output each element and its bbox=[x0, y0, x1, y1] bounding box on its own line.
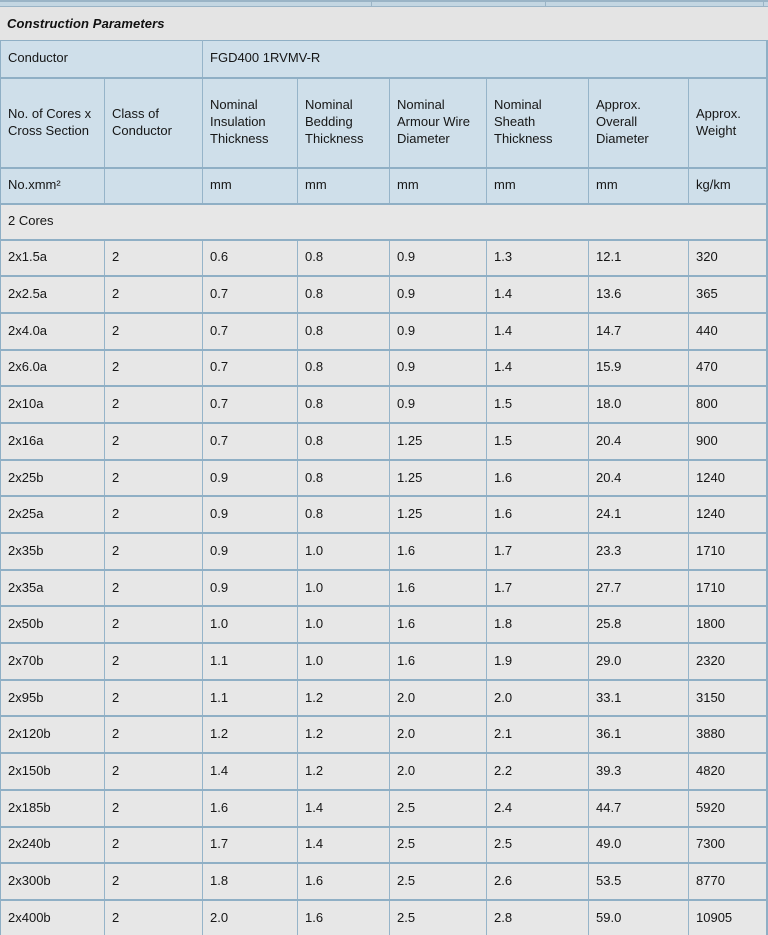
table-row bbox=[1, 386, 767, 423]
cell-size-code: 2x1.5a bbox=[1, 240, 105, 277]
unit-label: kg/km bbox=[689, 168, 767, 204]
cell-value: 25.8 bbox=[589, 606, 689, 643]
table-row bbox=[1, 460, 767, 497]
table-row bbox=[1, 680, 767, 717]
cell-value: 1.4 bbox=[298, 790, 390, 827]
unit-label: No.xmm² bbox=[1, 168, 105, 204]
cell-value: 15.9 bbox=[589, 350, 689, 387]
cell-value: 0.9 bbox=[203, 496, 298, 533]
cell-value: 5920 bbox=[689, 790, 767, 827]
cell-value: 1.6 bbox=[203, 790, 298, 827]
units-row bbox=[1, 168, 767, 204]
cell-value: 1.8 bbox=[203, 863, 298, 900]
section-row bbox=[1, 204, 767, 240]
table-row bbox=[1, 570, 767, 607]
cell-value: 1.0 bbox=[298, 533, 390, 570]
cell-value: 2.1 bbox=[487, 716, 589, 753]
cell-value: 1.0 bbox=[298, 643, 390, 680]
cell-value: 1.6 bbox=[390, 643, 487, 680]
cell-value: 1.9 bbox=[487, 643, 589, 680]
remnant-column-divider bbox=[545, 2, 546, 6]
cell-value: 1.1 bbox=[203, 643, 298, 680]
cell-value: 0.7 bbox=[203, 386, 298, 423]
cell-value: 1.0 bbox=[298, 606, 390, 643]
cell-value: 2.5 bbox=[390, 863, 487, 900]
cell-value: 1.6 bbox=[487, 496, 589, 533]
cell-value: 1.3 bbox=[487, 240, 589, 277]
unit-label: mm bbox=[203, 168, 298, 204]
cell-value: 1800 bbox=[689, 606, 767, 643]
cell-value: 53.5 bbox=[589, 863, 689, 900]
cell-value: 1710 bbox=[689, 533, 767, 570]
cell-value: 8770 bbox=[689, 863, 767, 900]
cell-value: 2.5 bbox=[390, 900, 487, 935]
cell-value: 2 bbox=[105, 276, 203, 313]
cell-value: 2.0 bbox=[390, 680, 487, 717]
cell-value: 33.1 bbox=[589, 680, 689, 717]
table-row bbox=[1, 276, 767, 313]
cell-value: 1.4 bbox=[487, 313, 589, 350]
cell-value: 0.9 bbox=[390, 240, 487, 277]
cell-value: 2.5 bbox=[487, 827, 589, 864]
cell-value: 1.5 bbox=[487, 386, 589, 423]
cell-value: 1.25 bbox=[390, 460, 487, 497]
column-header: Nominal Armour Wire Diameter bbox=[390, 78, 487, 168]
table-row bbox=[1, 643, 767, 680]
cell-value: 470 bbox=[689, 350, 767, 387]
cell-size-code: 2x10a bbox=[1, 386, 105, 423]
cell-value: 0.9 bbox=[390, 350, 487, 387]
table-row bbox=[1, 313, 767, 350]
cell-value: 7300 bbox=[689, 827, 767, 864]
cell-value: 0.8 bbox=[298, 423, 390, 460]
cell-value: 0.8 bbox=[298, 386, 390, 423]
cell-value: 1240 bbox=[689, 460, 767, 497]
cell-size-code: 2x50b bbox=[1, 606, 105, 643]
cell-value: 49.0 bbox=[589, 827, 689, 864]
cell-value: 2 bbox=[105, 827, 203, 864]
cell-value: 1.6 bbox=[390, 606, 487, 643]
cell-value: 2 bbox=[105, 460, 203, 497]
table-row bbox=[1, 533, 767, 570]
cell-size-code: 2x120b bbox=[1, 716, 105, 753]
cell-value: 2.0 bbox=[487, 680, 589, 717]
cell-value: 1.6 bbox=[487, 460, 589, 497]
cell-value: 1.4 bbox=[487, 276, 589, 313]
cell-value: 2 bbox=[105, 900, 203, 935]
cell-value: 23.3 bbox=[589, 533, 689, 570]
cell-value: 0.7 bbox=[203, 350, 298, 387]
cell-value: 2.6 bbox=[487, 863, 589, 900]
cell-size-code: 2x95b bbox=[1, 680, 105, 717]
cell-value: 36.1 bbox=[589, 716, 689, 753]
cell-value: 59.0 bbox=[589, 900, 689, 935]
cell-value: 1.2 bbox=[298, 680, 390, 717]
cell-size-code: 2x35a bbox=[1, 570, 105, 607]
cell-value: 0.8 bbox=[298, 276, 390, 313]
construction-parameters-table bbox=[0, 40, 768, 935]
cell-value: 2320 bbox=[689, 643, 767, 680]
cell-value: 2 bbox=[105, 680, 203, 717]
cell-value: 1.25 bbox=[390, 496, 487, 533]
cell-value: 1.7 bbox=[487, 570, 589, 607]
remnant-column-divider bbox=[371, 2, 372, 6]
cell-value: 10905 bbox=[689, 900, 767, 935]
cell-value: 1.0 bbox=[203, 606, 298, 643]
cell-size-code: 2x2.5a bbox=[1, 276, 105, 313]
cell-value: 2.2 bbox=[487, 753, 589, 790]
conductor-label: Conductor bbox=[1, 41, 203, 78]
column-header-row bbox=[1, 78, 767, 168]
conductor-row bbox=[1, 41, 767, 78]
cell-value: 1.2 bbox=[203, 716, 298, 753]
cell-size-code: 2x25b bbox=[1, 460, 105, 497]
cell-value: 2.4 bbox=[487, 790, 589, 827]
cell-value: 0.9 bbox=[203, 460, 298, 497]
column-header: Nominal Bedding Thickness bbox=[298, 78, 390, 168]
table-row bbox=[1, 790, 767, 827]
cell-value: 2 bbox=[105, 496, 203, 533]
table-row bbox=[1, 900, 767, 935]
column-header: Nominal Sheath Thickness bbox=[487, 78, 589, 168]
column-header: Class of Conductor bbox=[105, 78, 203, 168]
cell-value: 0.9 bbox=[390, 386, 487, 423]
table-row bbox=[1, 350, 767, 387]
cell-value: 1240 bbox=[689, 496, 767, 533]
unit-label bbox=[105, 168, 203, 204]
table-row bbox=[1, 240, 767, 277]
cell-size-code: 2x400b bbox=[1, 900, 105, 935]
unit-label: mm bbox=[298, 168, 390, 204]
cell-value: 1.1 bbox=[203, 680, 298, 717]
unit-label: mm bbox=[487, 168, 589, 204]
cell-value: 1.6 bbox=[390, 533, 487, 570]
cell-value: 2.8 bbox=[487, 900, 589, 935]
cell-value: 365 bbox=[689, 276, 767, 313]
column-header: Nominal Insulation Thickness bbox=[203, 78, 298, 168]
cell-value: 0.8 bbox=[298, 350, 390, 387]
section-label: 2 Cores bbox=[1, 204, 767, 240]
cell-value: 2 bbox=[105, 753, 203, 790]
cell-value: 2 bbox=[105, 313, 203, 350]
cell-value: 0.8 bbox=[298, 240, 390, 277]
table-row bbox=[1, 827, 767, 864]
cell-size-code: 2x240b bbox=[1, 827, 105, 864]
unit-label: mm bbox=[589, 168, 689, 204]
cell-value: 14.7 bbox=[589, 313, 689, 350]
table-row bbox=[1, 863, 767, 900]
cell-size-code: 2x4.0a bbox=[1, 313, 105, 350]
cell-value: 12.1 bbox=[589, 240, 689, 277]
cell-value: 0.6 bbox=[203, 240, 298, 277]
cell-value: 2.5 bbox=[390, 827, 487, 864]
cell-value: 44.7 bbox=[589, 790, 689, 827]
cell-value: 13.6 bbox=[589, 276, 689, 313]
table-row bbox=[1, 606, 767, 643]
cell-value: 2.0 bbox=[390, 716, 487, 753]
cell-value: 0.7 bbox=[203, 423, 298, 460]
conductor-value: FGD400 1RVMV-R bbox=[203, 41, 767, 78]
column-header: Approx. Overall Diameter bbox=[589, 78, 689, 168]
cell-value: 18.0 bbox=[589, 386, 689, 423]
cell-value: 900 bbox=[689, 423, 767, 460]
cell-size-code: 2x6.0a bbox=[1, 350, 105, 387]
cell-value: 0.8 bbox=[298, 460, 390, 497]
cell-value: 1.7 bbox=[203, 827, 298, 864]
column-header: No. of Cores x Cross Section bbox=[1, 78, 105, 168]
cell-size-code: 2x150b bbox=[1, 753, 105, 790]
cell-value: 3880 bbox=[689, 716, 767, 753]
cell-value: 3150 bbox=[689, 680, 767, 717]
cell-value: 1.25 bbox=[390, 423, 487, 460]
cell-value: 2 bbox=[105, 533, 203, 570]
title-band bbox=[0, 7, 768, 40]
cell-value: 1.2 bbox=[298, 716, 390, 753]
cell-value: 20.4 bbox=[589, 460, 689, 497]
cell-value: 1.6 bbox=[390, 570, 487, 607]
cell-value: 2 bbox=[105, 606, 203, 643]
cell-value: 20.4 bbox=[589, 423, 689, 460]
cell-value: 0.7 bbox=[203, 276, 298, 313]
cell-size-code: 2x35b bbox=[1, 533, 105, 570]
table-row bbox=[1, 753, 767, 790]
cell-value: 2 bbox=[105, 350, 203, 387]
cell-value: 2.5 bbox=[390, 790, 487, 827]
cell-value: 1.6 bbox=[298, 863, 390, 900]
cell-size-code: 2x300b bbox=[1, 863, 105, 900]
cell-value: 27.7 bbox=[589, 570, 689, 607]
cell-value: 1.5 bbox=[487, 423, 589, 460]
page-title: Construction Parameters bbox=[7, 16, 165, 31]
table-row bbox=[1, 716, 767, 753]
cell-value: 0.8 bbox=[298, 313, 390, 350]
cell-value: 2 bbox=[105, 790, 203, 827]
cell-value: 440 bbox=[689, 313, 767, 350]
cell-value: 39.3 bbox=[589, 753, 689, 790]
previous-table-remnant bbox=[0, 0, 768, 7]
cell-value: 2 bbox=[105, 643, 203, 680]
table-row bbox=[1, 423, 767, 460]
cell-value: 2 bbox=[105, 240, 203, 277]
cell-value: 1.8 bbox=[487, 606, 589, 643]
cell-value: 1.4 bbox=[487, 350, 589, 387]
cell-value: 1.6 bbox=[298, 900, 390, 935]
cell-size-code: 2x25a bbox=[1, 496, 105, 533]
cell-value: 0.9 bbox=[390, 276, 487, 313]
cell-value: 2 bbox=[105, 423, 203, 460]
cell-value: 2.0 bbox=[203, 900, 298, 935]
table-row bbox=[1, 496, 767, 533]
cell-size-code: 2x70b bbox=[1, 643, 105, 680]
cell-value: 320 bbox=[689, 240, 767, 277]
cell-value: 0.9 bbox=[390, 313, 487, 350]
remnant-column-divider bbox=[763, 2, 764, 6]
cell-size-code: 2x185b bbox=[1, 790, 105, 827]
cell-value: 1.2 bbox=[298, 753, 390, 790]
cell-value: 800 bbox=[689, 386, 767, 423]
cell-value: 1.0 bbox=[298, 570, 390, 607]
cell-value: 1.4 bbox=[298, 827, 390, 864]
unit-label: mm bbox=[390, 168, 487, 204]
cell-size-code: 2x16a bbox=[1, 423, 105, 460]
cell-value: 24.1 bbox=[589, 496, 689, 533]
cell-value: 1.4 bbox=[203, 753, 298, 790]
cell-value: 0.7 bbox=[203, 313, 298, 350]
cell-value: 4820 bbox=[689, 753, 767, 790]
cell-value: 0.8 bbox=[298, 496, 390, 533]
cell-value: 0.9 bbox=[203, 570, 298, 607]
cell-value: 2 bbox=[105, 386, 203, 423]
cell-value: 0.9 bbox=[203, 533, 298, 570]
cell-value: 1710 bbox=[689, 570, 767, 607]
column-header: Approx. Weight bbox=[689, 78, 767, 168]
cell-value: 2.0 bbox=[390, 753, 487, 790]
cell-value: 2 bbox=[105, 863, 203, 900]
cell-value: 2 bbox=[105, 570, 203, 607]
cell-value: 29.0 bbox=[589, 643, 689, 680]
cell-value: 2 bbox=[105, 716, 203, 753]
cell-value: 1.7 bbox=[487, 533, 589, 570]
